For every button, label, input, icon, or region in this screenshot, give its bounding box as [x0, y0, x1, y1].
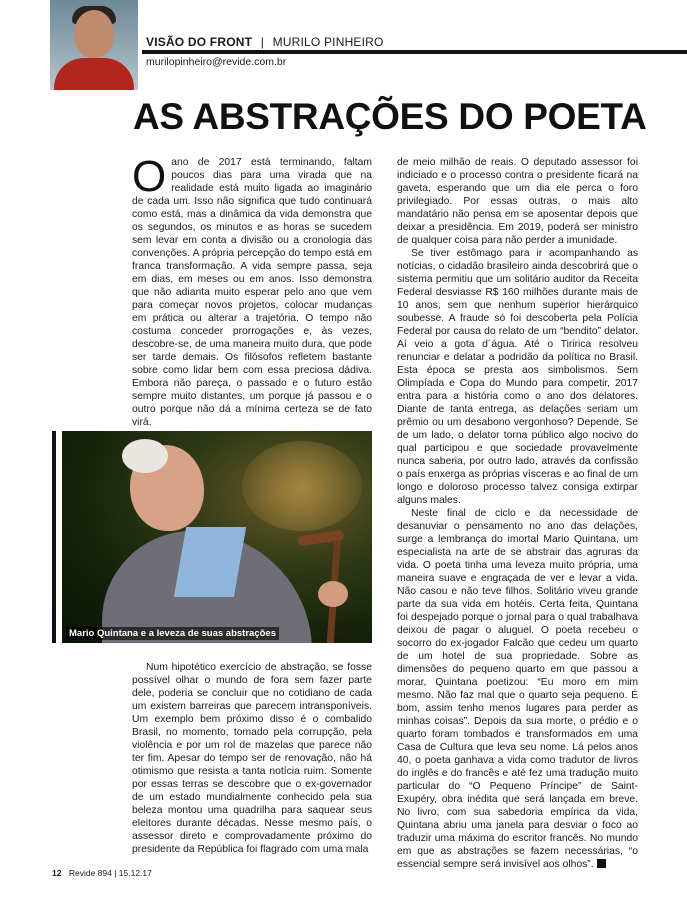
section-name: VISÃO DO FRONT: [146, 35, 253, 49]
page-footer: [52, 868, 152, 878]
article-paragraph: Num hipotético exercício de abstração, se fosse possível olhar o mundo de fora sem fazer parte dele, poderia se concluir que no cotidiano de cada um existem barreiras que parecem intransponíveis. Um exemplo bem próximo disso é o combalido Brasil, no momento, tomado pela corrupção, pela violência e por um rol de mazelas que parece não ter fim. Apesar do tempo ser de renovação, não há otimismo que resista a tanta notícia ruim. Somente por essas terras se descobre que o ex-governador de um estado mundialmente conhecido pela sua beleza montou uma quadrilha para saquear seus eleitores durante décadas. Nesse mesmo país, o assessor direto e comprovadamente próximo do presidente da República foi flagrado com uma mala: [132, 662, 372, 855]
article-paragraph: Se tiver estômago para ir acompanhando as notícias, o cidadão brasileiro ainda descobrirá que o sistema permitiu que um solitário auditor da Receita Federal desviasse R$ 160 milhões durante mais de 10 anos, sem que nenhum superior hierárquico soubesse. A fraude só foi descoberta pela Polícia Federal por causa do relato de um “bendito” delator. Aí veio a gota d´água. Até o Tiririca resolveu renunciar e delatar a podridão da política no Brasil. Esta época se presta aos simbolismos. Sem Olimpíada e Copa do Mundo para competir, 2017 entra para a história como o ano dos delatores. Diante de tanta entrega, as delações seriam um prêmio ou um desabono vergonhoso? Depende. Se de um lado, o delator torna público algo nocivo do qual participou e que sociedade provavelmente nunca saberia, por outro lado, através da confissão o país enxerga as próprias vísceras e ao final de um longo e doloroso processo talvez consiga extirpar alguns males.: [397, 248, 638, 506]
column-header: [146, 35, 384, 49]
header-separator: |: [260, 35, 265, 49]
article-paragraph: [132, 152, 372, 429]
article-paragraph: [397, 507, 638, 871]
figure-caption: Mario Quintana e a leveza de suas abstrações: [66, 627, 279, 640]
article-column-right: [397, 156, 638, 871]
poet-photo: [62, 431, 372, 643]
author-email: murilopinheiro@revide.com.br: [146, 56, 287, 68]
paragraph-text: ano de 2017 está terminando, faltam poucos dias para uma virada que na realidade está muito ligada ao imaginário de cada um. Isso não significa que tudo continuará como está, mas a dinâmica da vida demonstra que os segundos, os minutos e as horas se sucedem sem levar em conta a divisão ou a cronologia das convenções. A própria percepção do tempo está em franca transformação. A vida sempre passa, seja em dias, em meses ou em anos. Isso demonstra que não adianta muito esperar pelo ano que vem para começar novos projetos, colocar mudanças em prática ou alterar a trajetória. O tempo não costuma conceder prorrogações e, às vezes, descobre-se, de uma maneira muito dura, que pode ser tarde demais. Os filósofos refletem bastante sobre como lidar bem com essa preciosa dádiva. Embora não pareça, o passado e o futuro estão sempre muito distantes, um porque já passou e o outro porque não dá a mínima certeza se de fato virá.: [132, 157, 372, 428]
page-number: 12: [52, 868, 62, 878]
drop-cap: O: [132, 152, 167, 201]
author-shirt: [54, 58, 134, 90]
author-photo: [50, 0, 138, 90]
author-name: MURILO PINHEIRO: [272, 35, 384, 49]
author-face: [74, 10, 114, 58]
figure-rule: [52, 431, 56, 643]
publication-info: Revide 894 | 15.12.17: [68, 868, 152, 878]
paragraph-text: Neste final de ciclo e da necessidade de desanuviar o pensamento no ano das delações, surge a lembrança do imortal Mario Quintana, um especialista na arte de se abstrair das agruras da vida. O poeta tinha uma leveza muito própria, uma maneira suave e engraçada de ver e levar a vida. Não casou e não teve filhos. Solitário viveu grande parte da sua vida em hotéis. Certa feita, Quintana foi despejado porque o jornal para o qual trabalhava deixou de pagar o aluguel. O poeta recebeu o socorro do ex-jogador Falcão que cedeu um quarto de um hotel de sua propriedade. Sobre as dimensões do pequeno quarto em que passou a morar, Quintana poetizou: “Eu moro em mim mesmo. Não faz mal que o quarto seja pequeno. É bom, assim tenho menos lugares para perder as minhas coisas”. Depois da sua morte, o prédio e o quarto foram tombados e transformados em uma Casa de Cultura que leva seu nome. Lá pelos anos 40, o poeta ganhava a vida como tradutor de livros do inglês e do francês e até fez uma tradução muito particular do “O Pequeno Príncipe” de Saint-Exupéry, obra inédita que será lançada em breve. No livro, com sua sabedoria empírica da vida, Quintana abriu uma janela para desviar o foco ao traduzir uma máxima do escritor francês. No mundo em que as abstrações se fazem necessárias, “o essencial sempre será invisível aos olhos”.: [397, 508, 638, 870]
article-figure: [52, 431, 372, 643]
article-paragraph: de meio milhão de reais. O deputado assessor foi indiciado e o processo contra o presidente ficará na gaveta, esperando que um dia ele perca o foro privilegiado. Por essas outras, o mais alto mandatário não pensa em se aposentar depois que deixar a presidência. Em 2019, poderá ser ministro de qualquer coisa para não perder a imunidade.: [397, 157, 638, 246]
article-column-left-top: [132, 152, 372, 429]
article-column-left-bottom: [132, 661, 372, 856]
article-headline: AS ABSTRAÇÕES DO POETA: [133, 96, 647, 137]
end-mark-icon: [597, 859, 606, 868]
